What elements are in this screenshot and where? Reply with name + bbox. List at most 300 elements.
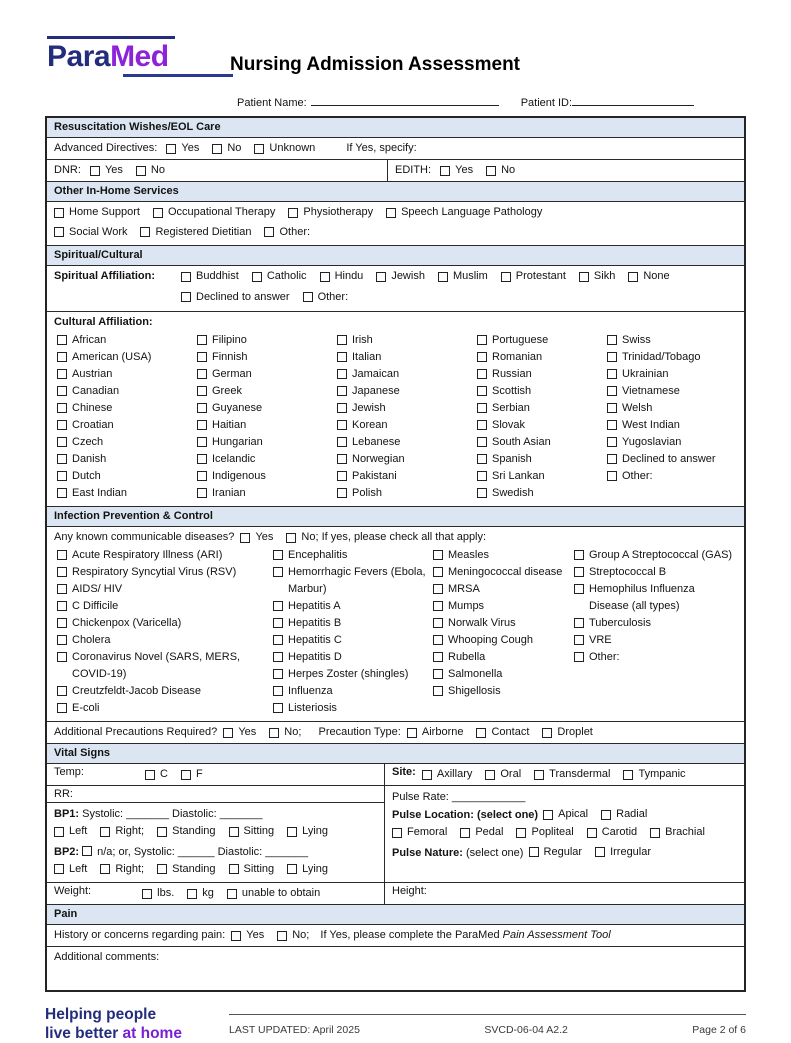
checkbox[interactable]: [273, 703, 283, 713]
checkbox-option: [574, 632, 737, 649]
checkbox[interactable]: [287, 827, 297, 837]
checkbox[interactable]: [273, 686, 283, 696]
checkbox-label: Hemorrhagic Fevers (Ebola, Marbur): [288, 566, 426, 595]
checkbox[interactable]: [57, 601, 67, 611]
checkbox-option: [273, 598, 433, 615]
checkbox[interactable]: [57, 437, 67, 447]
checkbox[interactable]: [607, 420, 617, 430]
checkbox[interactable]: [477, 403, 487, 413]
checkbox-option: [197, 485, 337, 502]
checkbox-label: AIDS/ HIV: [72, 583, 123, 595]
checkbox[interactable]: [57, 471, 67, 481]
checkbox-option: [153, 204, 275, 221]
checkbox-label: Other:: [279, 225, 311, 238]
checkbox[interactable]: [433, 567, 443, 577]
page-footer: [45, 1005, 746, 1043]
checkbox[interactable]: [57, 454, 67, 464]
checkbox[interactable]: [197, 335, 207, 345]
checkbox[interactable]: [136, 166, 146, 176]
checkbox[interactable]: [57, 567, 67, 577]
tagline-at-home: at home: [122, 1025, 182, 1042]
checkbox[interactable]: [100, 864, 110, 874]
checkbox[interactable]: [54, 208, 64, 218]
checkbox-label: Whooping Cough: [448, 634, 534, 646]
checkbox[interactable]: [337, 335, 347, 345]
checkbox[interactable]: [477, 454, 487, 464]
checkbox[interactable]: [57, 369, 67, 379]
checkbox[interactable]: [197, 369, 207, 379]
checkbox[interactable]: [153, 208, 163, 218]
checkbox-label: Hepatitis B: [288, 617, 342, 629]
checkbox[interactable]: [273, 550, 283, 560]
checkbox-option: [574, 581, 737, 615]
checkbox-label: Tuberculosis: [589, 617, 651, 629]
checkbox-option: [287, 861, 328, 878]
patient-name-label: Patient Name:: [237, 97, 307, 109]
checkbox[interactable]: [337, 420, 347, 430]
checkbox[interactable]: [485, 770, 495, 780]
checkbox-label: Trinidad/Tobago: [622, 351, 701, 363]
checkbox[interactable]: [623, 770, 633, 780]
checkbox-label: Swedish: [492, 487, 534, 499]
checkbox[interactable]: [433, 686, 443, 696]
checkbox[interactable]: [460, 828, 470, 838]
pain-history-options: [231, 929, 309, 941]
checkbox[interactable]: [212, 144, 222, 154]
checkbox[interactable]: [607, 352, 617, 362]
pain-assessment-tool-ref: Pain Assessment Tool: [502, 929, 611, 941]
checkbox[interactable]: [57, 686, 67, 696]
pulse-rate-label: Pulse Rate: ____________: [392, 791, 526, 803]
checkbox[interactable]: [100, 827, 110, 837]
page-title: Nursing Admission Assessment: [230, 54, 521, 75]
spiritual-options-line-2: [181, 289, 737, 310]
additional-comments-row[interactable]: [47, 946, 744, 990]
checkbox[interactable]: [607, 454, 617, 464]
checkbox-option: [157, 823, 215, 840]
checkbox[interactable]: [433, 584, 443, 594]
pain-history-label: History or concerns regarding pain:: [54, 929, 226, 941]
tagline-line-1: Helping people: [45, 1006, 157, 1023]
assessment-form: [45, 116, 746, 992]
checkbox-option: [57, 485, 197, 502]
checkbox[interactable]: [386, 208, 396, 218]
checkbox-option: [54, 204, 140, 221]
communicable-diseases-question: [54, 529, 737, 546]
checkbox-option: [574, 564, 737, 581]
checkbox-option: [628, 268, 669, 285]
checkbox-label: Femoral: [407, 826, 448, 838]
checkbox[interactable]: [438, 272, 448, 282]
checkbox[interactable]: [57, 703, 67, 713]
checkbox[interactable]: [273, 635, 283, 645]
checkbox[interactable]: [57, 550, 67, 560]
checkbox-label: Czech: [72, 436, 104, 448]
checkbox[interactable]: [57, 335, 67, 345]
checkbox-label: Chickenpox (Varicella): [72, 617, 182, 629]
checkbox-option: [650, 824, 705, 841]
spiritual-affiliation-options: [181, 268, 737, 309]
checkbox[interactable]: [252, 272, 262, 282]
checkbox[interactable]: [57, 618, 67, 628]
checkbox[interactable]: [543, 810, 553, 820]
checkbox-option: [433, 547, 574, 564]
checkbox[interactable]: [187, 889, 197, 899]
bp1-line: [54, 805, 377, 823]
checkbox-option: [157, 861, 215, 878]
checkbox-option: [273, 615, 433, 632]
checkbox-column: [477, 332, 607, 502]
checkbox-option: [254, 140, 315, 157]
services-line-2: [54, 224, 737, 244]
checkbox-label: Other:: [317, 290, 349, 303]
checkbox[interactable]: [54, 227, 64, 237]
checkbox[interactable]: [57, 420, 67, 430]
checkbox-option: [57, 700, 273, 717]
checkbox[interactable]: [516, 828, 526, 838]
checkbox[interactable]: [197, 437, 207, 447]
checkbox[interactable]: [337, 488, 347, 498]
checkbox[interactable]: [145, 770, 155, 780]
checkbox[interactable]: [273, 618, 283, 628]
checkbox-label: Other:: [622, 470, 653, 482]
checkbox-option: [269, 724, 301, 741]
checkbox-option: [337, 366, 477, 383]
checkbox[interactable]: [501, 272, 511, 282]
checkbox[interactable]: [440, 166, 450, 176]
checkbox[interactable]: [197, 352, 207, 362]
checkbox[interactable]: [477, 352, 487, 362]
checkbox-label: American (USA): [72, 351, 152, 363]
pulse-nature-note: (select one): [465, 846, 524, 859]
checkbox[interactable]: [157, 864, 167, 874]
checkbox-label: Italian: [352, 351, 382, 363]
checkbox-option: [57, 417, 197, 434]
checkbox-option: [303, 289, 349, 306]
checkbox[interactable]: [231, 931, 241, 941]
checkbox[interactable]: [477, 437, 487, 447]
checkbox-option: [337, 417, 477, 434]
checkbox-label: Social Work: [69, 225, 128, 238]
checkbox-label: Polish: [352, 487, 382, 499]
temp-label: Temp:: [54, 766, 84, 778]
checkbox[interactable]: [57, 584, 67, 594]
checkbox[interactable]: [181, 770, 191, 780]
weight-label: Weight:: [54, 885, 92, 897]
checkbox-option: [587, 824, 637, 841]
bp1-fields[interactable]: Systolic: _______ Diastolic: _______: [82, 808, 263, 820]
checkbox[interactable]: [574, 584, 584, 594]
spiritual-affiliation-label: Spiritual Affiliation:: [54, 270, 156, 282]
checkbox-label: Irregular: [610, 845, 652, 858]
checkbox[interactable]: [140, 227, 150, 237]
checkbox[interactable]: [574, 550, 584, 560]
checkbox[interactable]: [197, 386, 207, 396]
checkbox-label: C: [160, 768, 168, 780]
checkbox-label: Mumps: [448, 600, 485, 612]
patient-id-field[interactable]: [572, 94, 694, 106]
checkbox[interactable]: [477, 488, 487, 498]
checkbox-label: Measles: [448, 549, 489, 561]
checkbox[interactable]: [181, 272, 191, 282]
cultural-affiliation-label: Cultural Affiliation:: [54, 316, 153, 328]
checkbox-column: [57, 547, 273, 717]
checkbox-label: Speech Language Pathology: [401, 206, 543, 218]
checkbox[interactable]: [273, 601, 283, 611]
checkbox[interactable]: [433, 601, 443, 611]
checkbox-label: Guyanese: [212, 402, 263, 414]
checkbox[interactable]: [607, 437, 617, 447]
checkbox[interactable]: [574, 618, 584, 628]
checkbox[interactable]: [229, 864, 239, 874]
checkbox[interactable]: [337, 386, 347, 396]
section-header-services: Other In-Home Services: [47, 181, 744, 201]
checkbox-label: Buddhist: [196, 270, 239, 282]
checkbox-label: Standing: [172, 825, 216, 837]
checkbox-option: [57, 332, 197, 349]
checkbox[interactable]: [288, 208, 298, 218]
checkbox[interactable]: [337, 403, 347, 413]
checkbox[interactable]: [157, 827, 167, 837]
checkbox-label: Hindu: [334, 270, 364, 282]
checkbox-option: [607, 383, 737, 400]
checkbox[interactable]: [197, 488, 207, 498]
checkbox-label: Lying: [302, 862, 329, 875]
checkbox[interactable]: [477, 335, 487, 345]
checkbox-option: [407, 724, 464, 741]
checkbox-option: [433, 683, 574, 700]
height-label: Height:: [392, 885, 427, 897]
checkbox[interactable]: [607, 403, 617, 413]
checkbox[interactable]: [197, 454, 207, 464]
checkbox-option: [477, 400, 607, 417]
checkbox-label: Other:: [589, 651, 620, 663]
checkbox-label: Ukrainian: [622, 368, 669, 380]
checkbox[interactable]: [601, 810, 611, 820]
checkbox[interactable]: [607, 386, 617, 396]
checkbox[interactable]: [197, 471, 207, 481]
checkbox-label: Listeriosis: [288, 702, 337, 714]
checkbox-option: [57, 434, 197, 451]
checkbox[interactable]: [57, 652, 67, 662]
pulse-nature-line: [392, 844, 737, 862]
checkbox-option: [433, 632, 574, 649]
checkbox[interactable]: [337, 437, 347, 447]
checkbox-option: [542, 724, 592, 741]
checkbox-option: [227, 885, 320, 902]
checkbox[interactable]: [181, 292, 191, 302]
checkbox-label: Group A Streptococcal (GAS): [589, 549, 733, 561]
checkbox[interactable]: [286, 533, 296, 543]
patient-name-field[interactable]: [311, 94, 499, 106]
checkbox[interactable]: [574, 635, 584, 645]
checkbox[interactable]: [273, 567, 283, 577]
checkbox[interactable]: [574, 652, 584, 662]
checkbox[interactable]: [240, 533, 250, 543]
checkbox[interactable]: [529, 847, 539, 857]
checkbox-label: Russian: [492, 368, 532, 380]
bp2-fields[interactable]: n/a; or, Systolic: ______ Diastolic: _______: [97, 845, 309, 858]
checkbox[interactable]: [392, 828, 402, 838]
checkbox-label: Dutch: [72, 470, 101, 482]
checkbox-option: [337, 383, 477, 400]
checkbox-option: [595, 844, 651, 861]
checkbox[interactable]: [607, 471, 617, 481]
checkbox[interactable]: [628, 272, 638, 282]
checkbox-option: [337, 332, 477, 349]
checkbox[interactable]: [229, 827, 239, 837]
checkbox[interactable]: [433, 669, 443, 679]
checkbox[interactable]: [422, 770, 432, 780]
checkbox-label: Respiratory Syncytial Virus (RSV): [72, 566, 237, 578]
checkbox-option: [197, 349, 337, 366]
checkbox[interactable]: [54, 827, 64, 837]
checkbox[interactable]: [477, 420, 487, 430]
checkbox[interactable]: [534, 770, 544, 780]
checkbox-label: Sitting: [243, 862, 275, 875]
checkbox-option: [574, 615, 737, 632]
checkbox-option: [477, 332, 607, 349]
checkbox-option: [166, 140, 199, 157]
checkbox[interactable]: [303, 292, 313, 302]
checkbox[interactable]: [433, 635, 443, 645]
precaution-type-label: Precaution Type:: [318, 726, 401, 738]
checkbox[interactable]: [477, 471, 487, 481]
bp1-position-options: [54, 823, 377, 843]
checkbox[interactable]: [254, 144, 264, 154]
checkbox[interactable]: [320, 272, 330, 282]
vitals-grid: [47, 763, 744, 904]
checkbox[interactable]: [57, 352, 67, 362]
checkbox-label: Transdermal: [549, 768, 611, 780]
checkbox[interactable]: [90, 166, 100, 176]
checkbox[interactable]: [574, 567, 584, 577]
checkbox-option: [181, 268, 239, 285]
weight-cell: [47, 882, 385, 904]
checkbox-option: [320, 268, 364, 285]
checkbox[interactable]: [337, 352, 347, 362]
checkbox[interactable]: [477, 369, 487, 379]
checkbox[interactable]: [54, 864, 64, 874]
checkbox[interactable]: [579, 272, 589, 282]
checkbox-label: MRSA: [448, 583, 480, 595]
checkbox-label: Coronavirus Novel (SARS, MERS, COVID-19): [72, 651, 241, 680]
checkbox-label: West Indian: [622, 419, 680, 431]
checkbox[interactable]: [433, 618, 443, 628]
checkbox[interactable]: [407, 728, 417, 738]
checkbox-label: Droplet: [557, 726, 593, 738]
checkbox[interactable]: [376, 272, 386, 282]
check-all-that-apply-label: If yes, please check all that apply:: [321, 531, 487, 543]
checkbox-label: Norwalk Virus: [448, 617, 516, 629]
checkbox[interactable]: [607, 335, 617, 345]
checkbox-option: [286, 529, 318, 546]
checkbox-label: Pedal: [475, 826, 504, 838]
checkbox[interactable]: [57, 403, 67, 413]
checkbox[interactable]: [650, 828, 660, 838]
pulse-cell: [385, 785, 744, 882]
cultural-affiliation-columns: [54, 331, 737, 504]
checkbox[interactable]: [433, 550, 443, 560]
checkbox[interactable]: [273, 669, 283, 679]
checkbox[interactable]: [337, 454, 347, 464]
checkbox-option: [264, 224, 310, 241]
checkbox-label: Pakistani: [352, 470, 397, 482]
checkbox[interactable]: [273, 652, 283, 662]
checkbox[interactable]: [542, 728, 552, 738]
checkbox-option: [607, 451, 737, 468]
checkbox-option: [197, 468, 337, 485]
checkbox-label: Lebanese: [352, 436, 401, 448]
checkbox-option: [607, 400, 737, 417]
checkbox[interactable]: [607, 369, 617, 379]
checkbox[interactable]: [57, 386, 67, 396]
checkbox-option: [433, 615, 574, 632]
checkbox[interactable]: [287, 864, 297, 874]
checkbox-option: [273, 547, 433, 564]
checkbox-option: [273, 632, 433, 649]
checkbox[interactable]: [227, 889, 237, 899]
checkbox-option: [273, 683, 433, 700]
checkbox[interactable]: [337, 369, 347, 379]
site-label: Site:: [392, 766, 416, 778]
checkbox[interactable]: [486, 166, 496, 176]
checkbox[interactable]: [197, 403, 207, 413]
checkbox[interactable]: [277, 931, 287, 941]
checkbox[interactable]: [587, 828, 597, 838]
additional-comments-label: Additional comments:: [54, 951, 160, 963]
checkbox-label: Serbian: [492, 402, 530, 414]
checkbox[interactable]: [223, 728, 233, 738]
checkbox[interactable]: [166, 144, 176, 154]
bp2-na-checkbox[interactable]: [82, 846, 92, 856]
checkbox[interactable]: [477, 386, 487, 396]
checkbox-option: [477, 434, 607, 451]
checkbox-option: [486, 162, 515, 179]
checkbox[interactable]: [57, 635, 67, 645]
checkbox[interactable]: [197, 420, 207, 430]
checkbox[interactable]: [337, 471, 347, 481]
cultural-affiliation-row: [47, 311, 744, 506]
checkbox-option: [197, 434, 337, 451]
checkbox-label: F: [195, 768, 203, 780]
checkbox-option: [623, 766, 685, 783]
precautions-row: [47, 721, 744, 743]
checkbox-option: [57, 564, 273, 581]
checkbox-option: [477, 366, 607, 383]
checkbox[interactable]: [595, 847, 605, 857]
checkbox[interactable]: [476, 728, 486, 738]
rr-cell: [47, 785, 385, 802]
checkbox-label: Brachial: [665, 826, 705, 838]
checkbox[interactable]: [433, 652, 443, 662]
checkbox[interactable]: [57, 488, 67, 498]
checkbox-label: Regular: [543, 845, 583, 858]
precautions-options: [223, 726, 301, 738]
checkbox[interactable]: [142, 889, 152, 899]
checkbox-option: [136, 162, 165, 179]
checkbox[interactable]: [264, 227, 274, 237]
checkbox-label: Finnish: [212, 351, 248, 363]
checkbox-label: Salmonella: [448, 668, 503, 680]
checkbox-option: [543, 806, 588, 823]
checkbox-option: [337, 434, 477, 451]
checkbox-option: [433, 598, 574, 615]
checkbox-label: Creutzfeldt-Jacob Disease: [72, 685, 202, 697]
checkbox-label: Chinese: [72, 402, 113, 414]
height-cell: [385, 882, 744, 904]
checkbox[interactable]: [269, 728, 279, 738]
